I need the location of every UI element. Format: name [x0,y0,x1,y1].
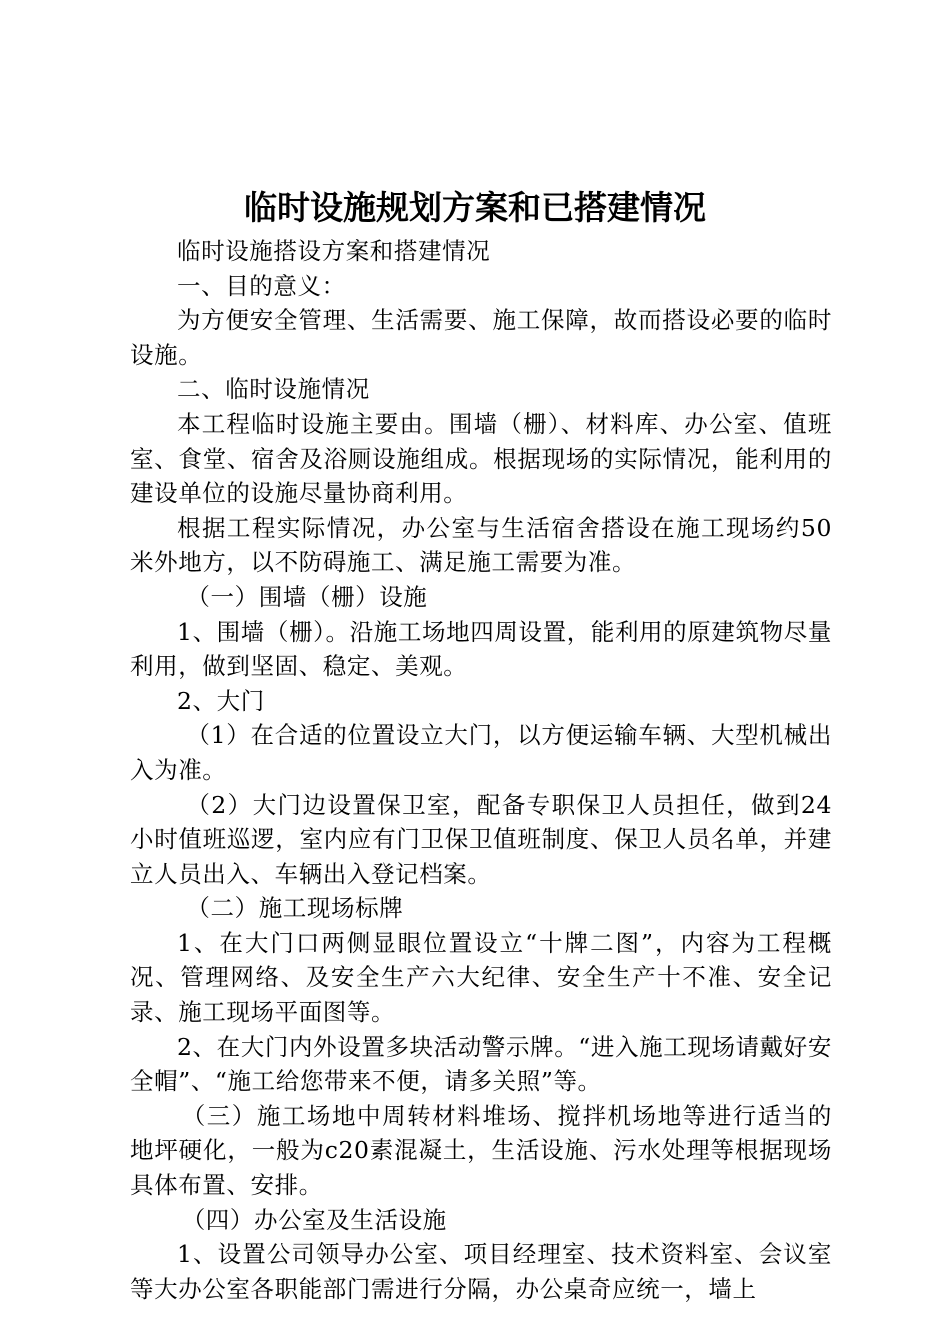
paragraph-purpose: 为方便安全管理、生活需要、施工保障，故而搭设必要的临时设施。 [130,306,832,369]
heading-facilities: 二、临时设施情况 [177,375,370,404]
heading-gate: 2、大门 [177,686,265,715]
heading-office-living: （四）办公室及生活设施 [181,1205,447,1234]
heading-signage: （二）施工现场标牌 [186,894,404,923]
paragraph-fence: 1、围墙（栅）。沿施工场地四周设置，能利用的原建筑物尽量利用，做到坚固、稳定、美观。 [130,617,832,681]
document-title: 临时设施规划方案和已搭建情况 [244,188,706,227]
paragraph-signage-1: 1、在大门口两侧显眼位置设立“十牌二图”，内容为工程概况、管理网络、及安全生产六大纪律、安全生产十不准、安全记录、施工现场平面图等。 [130,928,832,1027]
paragraph-office-living-1: 1、设置公司领导办公室、项目经理室、技术资料室、会议室等大办公室各职能部门需进行分隔，办公桌奇应统一，墙上 [130,1240,832,1303]
heading-fence: （一）围墙（栅）设施 [186,582,428,611]
paragraph-gate-1: （1）在合适的位置设立大门，以方便运输车辆、大型机械出入为准。 [130,721,832,784]
heading-purpose: 一、目的意义： [177,271,346,300]
paragraph-office-location: 根据工程实际情况，办公室与生活宿舍搭设在施工现场约50米外地方，以不防碍施工、满足施工需要为准。 [130,513,832,577]
paragraph-signage-2: 2、在大门内外设置多块活动警示牌。“进入施工现场请戴好安全帽”、“施工给您带来不便，请多关照”等。 [130,1032,832,1096]
paragraph-facilities-composition: 本工程临时设施主要由。围墙（栅）、材料库、办公室、值班室、食堂、宿舍及浴厕设施组成。根据现场的实际情况，能利用的建设单位的设施尽量协商利用。 [130,409,832,508]
document-body [130,234,832,1306]
paragraph-subtitle: 临时设施搭设方案和搭建情况 [177,237,491,265]
paragraph-site-hardening: （三）施工场地中周转材料堆场、搅拌机场地等进行适当的地坪硬化，一般为c20素混凝土，生活设施、污水处理等根据现场具体布置、安排。 [130,1101,832,1200]
paragraph-gate-2: （2）大门边设置保卫室，配备专职保卫人员担任，做到24小时值班巡逻，室内应有门卫保卫值班制度、保卫人员名单，并建立人员出入、车辆出入登记档案。 [130,790,832,888]
